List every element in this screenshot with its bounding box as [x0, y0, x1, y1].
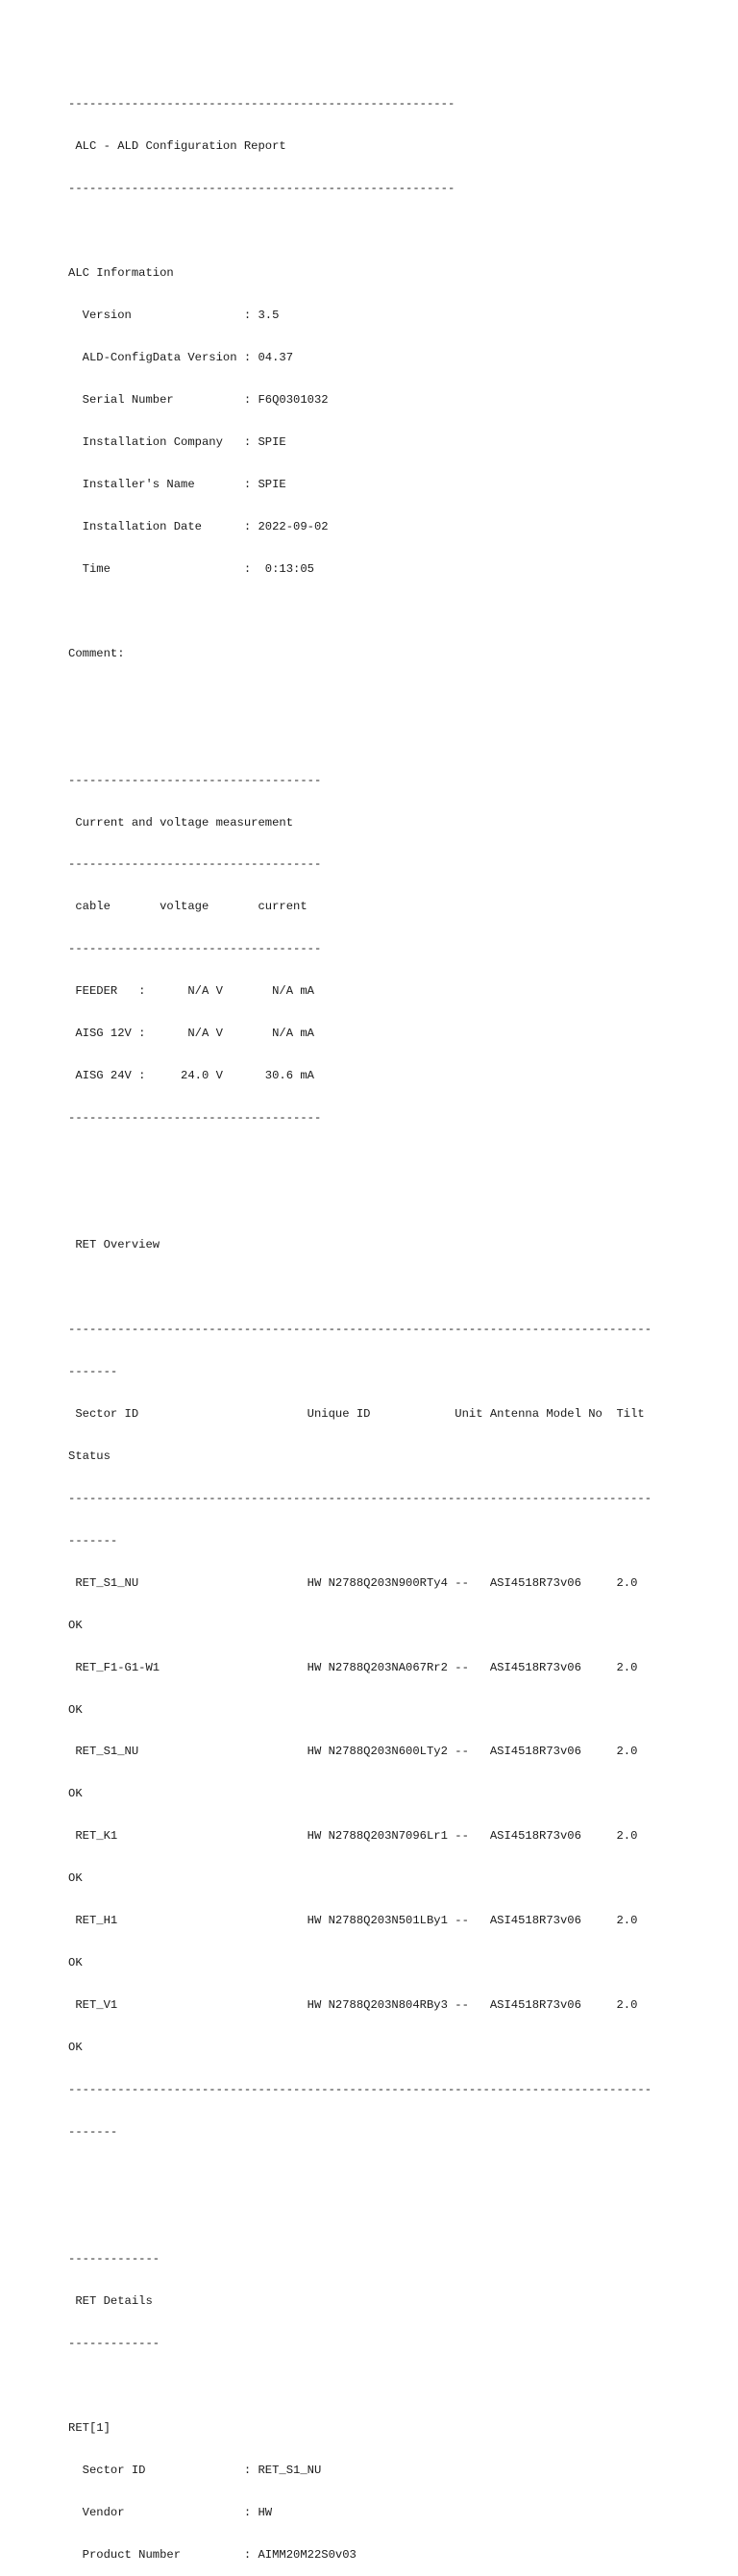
- report-title: ALC - ALD Configuration Report: [68, 139, 286, 154]
- report-header-rule: -------------------------------------------------------: [68, 182, 455, 196]
- measurement-row-aisg-12v: AISG 12V : N/A V N/A mA: [68, 1027, 314, 1041]
- alc-info-heading: ALC Information: [68, 266, 174, 281]
- comment-line: Comment:: [68, 646, 125, 660]
- ret-overview-row: RET_K1 HW N2788Q203N7096Lr1 -- ASI4518R73v06 2.0: [68, 1829, 638, 1844]
- ret-overview-row: RET_S1_NU HW N2788Q203N600LTy2 -- ASI4518R73v06 2.0: [68, 1745, 638, 1759]
- blank-line: [68, 2210, 652, 2224]
- measurement-rule: ------------------------------------: [68, 942, 322, 956]
- blank-line: [68, 731, 652, 746]
- measurement-rule: ------------------------------------: [68, 773, 322, 787]
- blank-line: [68, 1196, 652, 1210]
- ret-overview-row-status: OK: [68, 1956, 83, 1970]
- ret-overview-row-status: OK: [68, 1871, 83, 1886]
- report-header-rule: -------------------------------------------------------: [68, 97, 455, 111]
- measurement-rule: ------------------------------------: [68, 857, 322, 872]
- ret-overview-rule-wrap: -------: [68, 2125, 118, 2140]
- ret-1-vendor-line: Vendor : HW: [68, 2505, 273, 2519]
- ret-1-sector-id-line: Sector ID : RET_S1_NU: [68, 2463, 322, 2477]
- measurement-row-aisg-24v: AISG 24V : 24.0 V 30.6 mA: [68, 1069, 314, 1083]
- ret-overview-heading: RET Overview: [68, 1238, 160, 1252]
- ret-overview-row: RET_S1_NU HW N2788Q203N900RTy4 -- ASI4518R73v06 2.0: [68, 1575, 638, 1590]
- ret-1-heading: RET[1]: [68, 2420, 111, 2435]
- ret-overview-rule-wrap: -------: [68, 1364, 118, 1378]
- ret-1-product-number-line: Product Number : AIMM20M22S0v03: [68, 2547, 357, 2562]
- alc-installation-company-line: Installation Company : SPIE: [68, 434, 286, 449]
- blank-line: [68, 224, 652, 238]
- ret-overview-rule: -----------------------------------------------------------------------------------: [68, 1491, 652, 1505]
- alc-version-line: Version : 3.5: [68, 309, 280, 323]
- blank-line: [68, 1153, 652, 1168]
- alc-installation-date-line: Installation Date : 2022-09-02: [68, 519, 329, 533]
- measurement-column-headers: cable voltage current: [68, 900, 308, 914]
- alc-serial-number-line: Serial Number : F6Q0301032: [68, 392, 329, 407]
- blank-line: [68, 605, 652, 619]
- ret-overview-row-status: OK: [68, 2041, 83, 2055]
- ret-overview-row: RET_V1 HW N2788Q203N804RBy3 -- ASI4518R73v06 2.0: [68, 1998, 638, 2013]
- measurement-rule: ------------------------------------: [68, 1111, 322, 1126]
- blank-line: [68, 689, 652, 704]
- ret-details-rule: -------------: [68, 2336, 160, 2350]
- ret-overview-row: RET_F1-G1-W1 HW N2788Q203NA067Rr2 -- ASI4518R73v06 2.0: [68, 1660, 638, 1674]
- measurement-row-feeder: FEEDER : N/A V N/A mA: [68, 984, 314, 999]
- alc-installer-name-line: Installer's Name : SPIE: [68, 477, 286, 491]
- ret-details-rule: -------------: [68, 2251, 160, 2266]
- ret-overview-row-status: OK: [68, 1787, 83, 1801]
- alc-time-line: Time : 0:13:05: [68, 561, 314, 576]
- ret-details-heading: RET Details: [68, 2293, 153, 2308]
- report-text: [68, 69, 652, 2576]
- blank-line: [68, 2379, 652, 2393]
- ret-overview-column-headers-wrap: Status: [68, 1449, 111, 1463]
- ret-overview-row: RET_H1 HW N2788Q203N501LBy1 -- ASI4518R73v06 2.0: [68, 1914, 638, 1928]
- ret-overview-row-status: OK: [68, 1618, 83, 1632]
- ret-overview-column-headers: Sector ID Unique ID Unit Antenna Model No Tilt: [68, 1406, 645, 1421]
- blank-line: [68, 2167, 652, 2182]
- ret-overview-row-status: OK: [68, 1702, 83, 1717]
- blank-line: [68, 1280, 652, 1295]
- ret-overview-rule-wrap: -------: [68, 1533, 118, 1548]
- alc-configdata-version-line: ALD-ConfigData Version : 04.37: [68, 351, 294, 365]
- ret-overview-rule: -----------------------------------------------------------------------------------: [68, 1322, 652, 1336]
- ret-overview-rule: -----------------------------------------------------------------------------------: [68, 2083, 652, 2097]
- measurement-heading: Current and voltage measurement: [68, 815, 294, 830]
